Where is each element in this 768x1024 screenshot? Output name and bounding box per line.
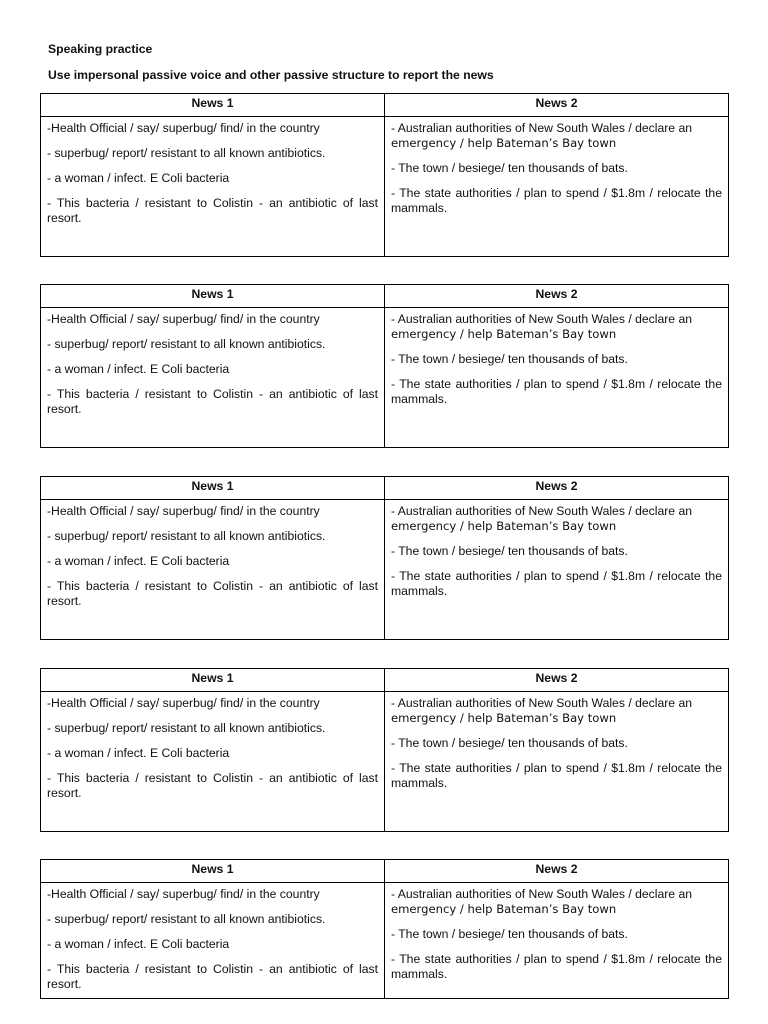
news-1-item: - superbug/ report/ resistant to all known antibiotics.	[47, 529, 326, 543]
news-1-item: - This bacteria / resistant to Colistin - an antibiotic of last resort.	[47, 962, 378, 991]
news-1-cell	[41, 500, 385, 640]
news-2-item-part: - Australian authorities of New South Wales / declare an	[391, 887, 693, 901]
news-1-item: - a woman / infect. E Coli bacteria	[47, 362, 230, 376]
news-table-5	[40, 859, 729, 999]
news-1-item: - superbug/ report/ resistant to all known antibiotics.	[47, 912, 326, 926]
news-1-cell	[41, 117, 385, 257]
news-1-header: News 1	[41, 477, 385, 500]
news-1-item: -Health Official / say/ superbug/ find/ in the country	[47, 121, 320, 135]
news-2-header: News 2	[385, 285, 729, 308]
news-2-item	[391, 121, 722, 151]
table-header-row	[41, 669, 729, 692]
news-1-item: - a woman / infect. E Coli bacteria	[47, 937, 230, 951]
news-2-item	[391, 696, 722, 726]
news-2-item-part: emergency / help Bateman’s Bay town	[391, 711, 617, 725]
news-2-item: - The town / besiege/ ten thousands of bats.	[391, 544, 628, 558]
table-row	[41, 500, 729, 640]
news-2-item	[391, 504, 722, 534]
news-2-header: News 2	[385, 94, 729, 117]
news-1-item: - superbug/ report/ resistant to all known antibiotics.	[47, 146, 326, 160]
news-1-header: News 1	[41, 860, 385, 883]
news-1-item: - a woman / infect. E Coli bacteria	[47, 746, 230, 760]
news-2-item	[391, 887, 722, 917]
news-1-item: - This bacteria / resistant to Colistin - an antibiotic of last resort.	[47, 387, 378, 416]
news-1-item: -Health Official / say/ superbug/ find/ in the country	[47, 696, 320, 710]
news-2-cell	[385, 500, 729, 640]
cell-content	[391, 887, 722, 981]
instruction-text: Use impersonal passive voice and other passive structure to report the news	[48, 68, 494, 82]
news-2-item: - The state authorities / plan to spend / $1.8m / relocate the mammals.	[391, 569, 722, 598]
news-1-item: -Health Official / say/ superbug/ find/ in the country	[47, 312, 320, 326]
news-2-item-part: - Australian authorities of New South Wales / declare an	[391, 504, 693, 518]
news-2-header: News 2	[385, 477, 729, 500]
news-table-4	[40, 668, 729, 832]
news-1-item: - This bacteria / resistant to Colistin - an antibiotic of last resort.	[47, 579, 378, 608]
table-header-row	[41, 860, 729, 883]
news-2-item-part: - Australian authorities of New South Wales / declare an	[391, 121, 693, 135]
news-2-item: - The state authorities / plan to spend / $1.8m / relocate the mammals.	[391, 761, 722, 790]
news-2-cell	[385, 308, 729, 448]
table-header-row	[41, 285, 729, 308]
news-2-header: News 2	[385, 669, 729, 692]
news-2-item: - The state authorities / plan to spend / $1.8m / relocate the mammals.	[391, 952, 722, 981]
news-1-item: - a woman / infect. E Coli bacteria	[47, 554, 230, 568]
news-2-item: - The state authorities / plan to spend / $1.8m / relocate the mammals.	[391, 377, 722, 406]
news-1-item: -Health Official / say/ superbug/ find/ in the country	[47, 504, 320, 518]
news-1-cell	[41, 308, 385, 448]
table-row	[41, 117, 729, 257]
news-1-item: - This bacteria / resistant to Colistin - an antibiotic of last resort.	[47, 771, 378, 800]
news-1-item: -Health Official / say/ superbug/ find/ in the country	[47, 887, 320, 901]
news-1-item: - This bacteria / resistant to Colistin - an antibiotic of last resort.	[47, 196, 378, 225]
news-1-item: - superbug/ report/ resistant to all known antibiotics.	[47, 337, 326, 351]
news-2-cell	[385, 883, 729, 999]
news-2-header: News 2	[385, 860, 729, 883]
news-2-item-part: emergency / help Bateman’s Bay town	[391, 902, 617, 916]
news-1-header: News 1	[41, 285, 385, 308]
news-2-item: - The town / besiege/ ten thousands of bats.	[391, 352, 628, 366]
news-table-1	[40, 93, 729, 257]
table-header-row	[41, 94, 729, 117]
table-row	[41, 883, 729, 999]
news-2-item: - The state authorities / plan to spend / $1.8m / relocate the mammals.	[391, 186, 722, 215]
news-2-item-part: emergency / help Bateman’s Bay town	[391, 519, 617, 533]
cell-content	[47, 887, 378, 991]
news-1-item: - superbug/ report/ resistant to all known antibiotics.	[47, 721, 326, 735]
news-1-header: News 1	[41, 669, 385, 692]
page-heading: Speaking practice	[48, 42, 153, 56]
news-2-item-part: emergency / help Bateman’s Bay town	[391, 136, 617, 150]
news-1-header: News 1	[41, 94, 385, 117]
news-2-item: - The town / besiege/ ten thousands of bats.	[391, 161, 628, 175]
news-2-item-part: - Australian authorities of New South Wales / declare an	[391, 312, 693, 326]
news-table-2	[40, 284, 729, 448]
news-1-cell	[41, 692, 385, 832]
news-1-item: - a woman / infect. E Coli bacteria	[47, 171, 230, 185]
table-row	[41, 692, 729, 832]
news-1-cell	[41, 883, 385, 999]
news-2-cell	[385, 692, 729, 832]
news-2-item	[391, 312, 722, 342]
news-2-item: - The town / besiege/ ten thousands of bats.	[391, 736, 628, 750]
table-row	[41, 308, 729, 448]
news-2-item-part: emergency / help Bateman’s Bay town	[391, 327, 617, 341]
news-table-3	[40, 476, 729, 640]
news-2-cell	[385, 117, 729, 257]
news-2-item-part: - Australian authorities of New South Wales / declare an	[391, 696, 693, 710]
table-header-row	[41, 477, 729, 500]
news-2-item: - The town / besiege/ ten thousands of bats.	[391, 927, 628, 941]
